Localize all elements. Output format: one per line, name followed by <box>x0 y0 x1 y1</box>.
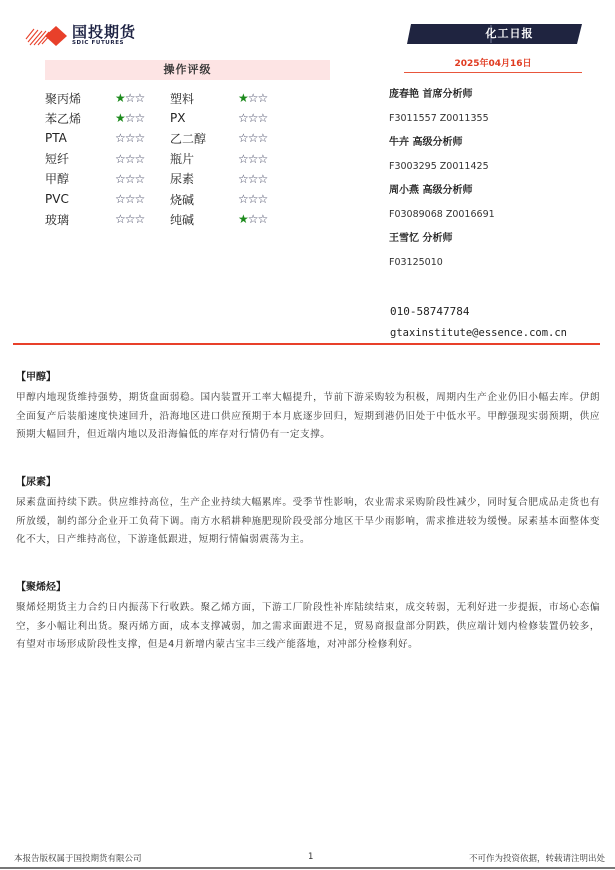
star-rating-icon <box>238 192 293 206</box>
star-empty-icon: ☆ <box>257 131 268 146</box>
star-rating-icon <box>238 131 293 145</box>
star-rating-icon <box>238 111 293 125</box>
analyst-license-id: F03089068 Z0016691 <box>389 209 495 220</box>
star-empty-icon: ☆ <box>134 192 145 207</box>
star-filled-icon: ★ <box>115 91 125 106</box>
star-rating-icon <box>115 212 170 226</box>
star-empty-icon: ☆ <box>257 192 268 207</box>
rating-row <box>45 149 335 169</box>
contact-phone: 010-58747784 <box>390 305 470 318</box>
star-empty-icon: ☆ <box>134 91 145 106</box>
star-filled-icon: ★ <box>238 212 248 227</box>
logo-en-text: SDIC FUTURES <box>72 40 125 47</box>
section-title: 【尿素】 <box>16 477 56 488</box>
star-empty-icon: ☆ <box>247 151 258 166</box>
section-body: 甲醇内地现货维持强势，期货盘面弱稳。国内装置开工率大幅提升，节前下游采购较为积极，周期内生产企业仍旧小幅去库。伊朗全面复产后装船速度快速回升，沿海地区进口供应预期于本月底逐步回归，短期到港仍旧处于中低水平。甲醇强现实弱预期，供应预期大幅回升，但近端内地以及沿海偏低的库存对行情仍有一定支撑。 <box>16 392 600 440</box>
star-filled-icon: ★ <box>115 111 125 126</box>
star-empty-icon: ☆ <box>115 131 125 146</box>
rating-row <box>45 88 335 108</box>
product-name: 纯碱 <box>170 212 195 227</box>
star-empty-icon: ☆ <box>124 131 135 146</box>
star-empty-icon: ☆ <box>247 171 258 186</box>
analyst-name: 牛卉 高级分析师 <box>389 137 463 148</box>
star-filled-icon: ★ <box>238 91 248 106</box>
star-empty-icon: ☆ <box>115 192 125 207</box>
analyst-entry <box>389 88 609 125</box>
product-name: 短纤 <box>45 152 70 167</box>
logo-cn-text: 国投期货 <box>72 23 137 42</box>
star-rating-icon <box>115 152 170 166</box>
star-empty-icon: ☆ <box>115 171 125 186</box>
analyst-entry <box>389 232 609 269</box>
section-methanol <box>16 370 600 445</box>
star-empty-icon: ☆ <box>257 91 268 106</box>
star-rating-icon <box>115 111 170 125</box>
section-title: 【聚烯烃】 <box>16 582 66 593</box>
star-rating-icon <box>238 212 293 226</box>
rating-table <box>45 88 335 229</box>
section-body: 尿素盘面持续下跌。供应维持高位，生产企业持续大幅累库。受季节性影响，农业需求采购阶段性减少，同时复合肥成品走货也有所放缓，制约部分企业开工负荷下调。南方水稻耕种施肥现阶段受部分地区干旱少雨影响，需求推进较为缓慢。尿素基本面整体变化不大，日产维持高位，下游逢低跟进，短期行情偏弱震荡为主。 <box>16 497 600 545</box>
star-rating-icon <box>115 91 170 105</box>
star-empty-icon: ☆ <box>134 212 145 227</box>
product-name: 尿素 <box>170 172 195 187</box>
star-rating-icon <box>115 172 170 186</box>
rating-row <box>45 108 335 128</box>
rating-row <box>45 128 335 148</box>
product-name: PTA <box>45 131 67 146</box>
product-name: 瓶片 <box>170 152 195 167</box>
report-title: 化工日报 <box>485 27 534 40</box>
analyst-name: 周小燕 高级分析师 <box>389 185 473 196</box>
star-rating-icon <box>238 172 293 186</box>
section-polyolefin <box>16 580 600 655</box>
star-empty-icon: ☆ <box>115 151 125 166</box>
product-name: 甲醇 <box>45 172 70 187</box>
star-empty-icon: ☆ <box>115 212 125 227</box>
analyst-license-id: F03125010 <box>389 257 443 268</box>
star-rating-icon <box>115 192 170 206</box>
page-number: 1 <box>308 852 314 862</box>
star-empty-icon: ☆ <box>257 111 268 126</box>
star-rating-icon <box>115 131 170 145</box>
star-empty-icon: ☆ <box>257 212 268 227</box>
star-empty-icon: ☆ <box>257 171 268 186</box>
star-empty-icon: ☆ <box>247 111 258 126</box>
star-empty-icon: ☆ <box>247 131 258 146</box>
product-name: 玻璃 <box>45 212 70 227</box>
star-empty-icon: ☆ <box>238 171 248 186</box>
contact-email[interactable]: gtaxinstitute@essence.com.cn <box>390 327 568 339</box>
company-logo <box>24 24 136 48</box>
product-name: 聚丙烯 <box>45 91 82 106</box>
report-title-banner <box>407 24 582 44</box>
analyst-license-id: F3003295 Z0011425 <box>389 161 489 172</box>
rating-header: 操作评级 <box>45 60 330 80</box>
rating-row <box>45 189 335 209</box>
analyst-name: 庞春艳 首席分析师 <box>389 89 473 100</box>
star-empty-icon: ☆ <box>124 111 135 126</box>
report-date: 2025年04月16日 <box>404 56 582 73</box>
section-urea <box>16 475 600 550</box>
star-empty-icon: ☆ <box>134 111 145 126</box>
star-empty-icon: ☆ <box>124 151 135 166</box>
analyst-name: 王雪忆 分析师 <box>389 233 453 244</box>
star-empty-icon: ☆ <box>238 151 248 166</box>
analyst-entry <box>389 136 609 173</box>
product-name: 苯乙烯 <box>45 111 82 126</box>
footer-rule <box>0 867 615 869</box>
star-empty-icon: ☆ <box>238 192 248 207</box>
star-empty-icon: ☆ <box>238 131 248 146</box>
star-empty-icon: ☆ <box>124 91 135 106</box>
star-empty-icon: ☆ <box>247 212 258 227</box>
star-empty-icon: ☆ <box>257 151 268 166</box>
footer-disclaimer: 不可作为投资依据，转载请注明出处 <box>468 854 605 864</box>
logo-mark-icon <box>24 25 68 47</box>
product-name: PVC <box>45 192 69 207</box>
product-name: 烧碱 <box>170 192 195 207</box>
star-empty-icon: ☆ <box>124 171 135 186</box>
section-body: 聚烯烃期货主力合约日内振荡下行收跌。聚乙烯方面，下游工厂阶段性补库陆续结束，成交转弱，无利好进一步提振，市场心态偏空，多小幅让利出货。聚丙烯方面，成本支撑减弱，加之需求面跟进不足，贸易商报盘部分阴跌，供应端计划内检修装置仍较多，有望对市场形成阶段性支撑，但是4月新增内蒙古宝丰三线产能落地，对冲部分检修利好。 <box>16 602 600 650</box>
product-name: 乙二醇 <box>170 131 207 146</box>
star-empty-icon: ☆ <box>134 171 145 186</box>
star-empty-icon: ☆ <box>134 151 145 166</box>
star-empty-icon: ☆ <box>134 131 145 146</box>
header-divider <box>13 343 600 345</box>
analyst-license-id: F3011557 Z0011355 <box>389 113 489 124</box>
analyst-entry <box>389 184 609 221</box>
star-empty-icon: ☆ <box>247 91 258 106</box>
footer-copyright: 本报告版权属于国投期货有限公司 <box>14 854 142 864</box>
rating-row <box>45 209 335 229</box>
analyst-list <box>389 88 609 280</box>
star-empty-icon: ☆ <box>124 192 135 207</box>
star-empty-icon: ☆ <box>247 192 258 207</box>
product-name: 塑料 <box>170 91 195 106</box>
product-name: PX <box>170 111 186 126</box>
star-rating-icon <box>238 91 293 105</box>
section-title: 【甲醇】 <box>16 372 56 383</box>
star-rating-icon <box>238 152 293 166</box>
star-empty-icon: ☆ <box>124 212 135 227</box>
page-footer <box>0 850 615 870</box>
star-empty-icon: ☆ <box>238 111 248 126</box>
rating-row <box>45 169 335 189</box>
